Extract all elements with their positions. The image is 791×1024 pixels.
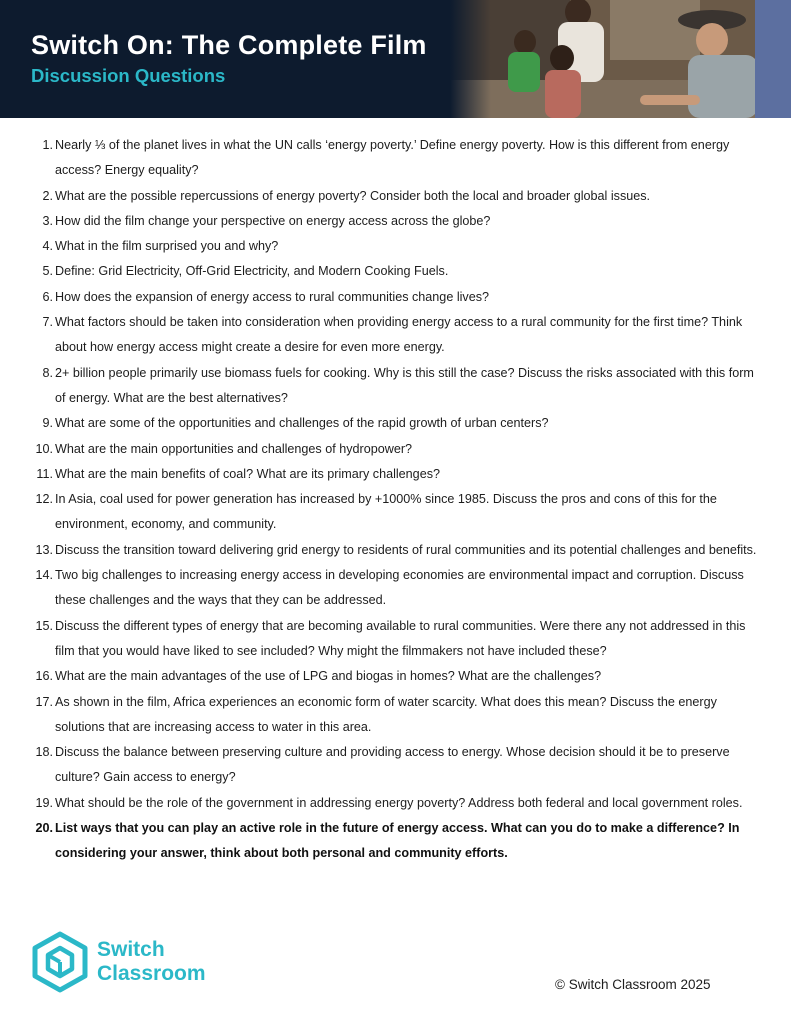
page-subtitle: Discussion Questions — [31, 65, 226, 86]
page-title: Switch On: The Complete Film — [31, 30, 427, 60]
question-item: 12. In Asia, coal used for power generation has increased by +1000% since 1985. Discuss the pros and cons of this for the environment, economy, and community. — [35, 492, 717, 532]
question-item: 14. Two big challenges to increasing energy access in developing economies are environmental impact and corruption. Discuss these challenges and the ways that they can be addressed. — [35, 568, 744, 608]
question-item: 2. What are the possible repercussions of energy poverty? Consider both the local and broader global issues. — [42, 188, 651, 203]
question-item: 4. What in the film surprised you and why? — [42, 239, 279, 254]
question-item: 8. 2+ billion people primarily use biomass fuels for cooking. Why is this still the case? Discuss the risks associated with this form of energy. What are the best alternatives? — [42, 365, 754, 405]
question-item: 19. What should be the role of the government in addressing energy poverty? Address both federal and local government roles. — [35, 795, 743, 810]
question-item: 15. Discuss the different types of energy that are becoming available to rural communities. Were there any not addressed in this film that you would have liked to see included? Why might the filmmakers not have included these? — [35, 618, 746, 658]
question-item: 7. What factors should be taken into consideration when providing energy access to a rural community for the first time? Think about how energy access might create a desire for even more energy. — [42, 315, 743, 355]
question-item: 18. Discuss the balance between preserving culture and providing access to energy. Whose decision should it be to preserve culture? Gain access to energy? — [35, 745, 730, 785]
question-item: 11. What are the main benefits of coal? What are its primary challenges? — [36, 466, 440, 481]
question-item: 1. Nearly ⅓ of the planet lives in what the UN calls ‘energy poverty.’ Define energy poverty. How is this different from energy access? Energy equality? — [42, 138, 730, 178]
header-photo — [450, 0, 791, 118]
question-item: 16. What are the main advantages of the use of LPG and biogas in homes? What are the challenges? — [35, 669, 602, 684]
question-item: 10. What are the main opportunities and challenges of hydropower? — [35, 441, 413, 456]
question-item: 9. What are some of the opportunities and challenges of the rapid growth of urban centers? — [42, 416, 549, 431]
question-item: 13. Discuss the transition toward delivering grid energy to residents of rural communities and its potential challenges and benefits. — [35, 542, 757, 557]
question-item: 5. Define: Grid Electricity, Off-Grid Electricity, and Modern Cooking Fuels. — [42, 264, 449, 279]
question-item: 3. How did the film change your perspective on energy access across the globe? — [42, 213, 491, 228]
question-item: 17. As shown in the film, Africa experiences an economic form of water scarcity. What does this mean? Discuss the energy solutions that are increasing access to water in this area. — [35, 694, 717, 734]
question-list — [0, 133, 791, 867]
copyright-text: © Switch Classroom 2025 — [555, 977, 711, 992]
brand-name: Switch Classroom — [97, 938, 206, 985]
question-item-final: 20. List ways that you can play an active role in the future of energy access. What can you do to make a difference? In considering your answer, think about both personal and community efforts. — [35, 821, 740, 861]
question-item: 6. How does the expansion of energy access to rural communities change lives? — [42, 289, 490, 304]
switch-cube-icon — [30, 931, 90, 993]
page-header — [0, 0, 791, 118]
